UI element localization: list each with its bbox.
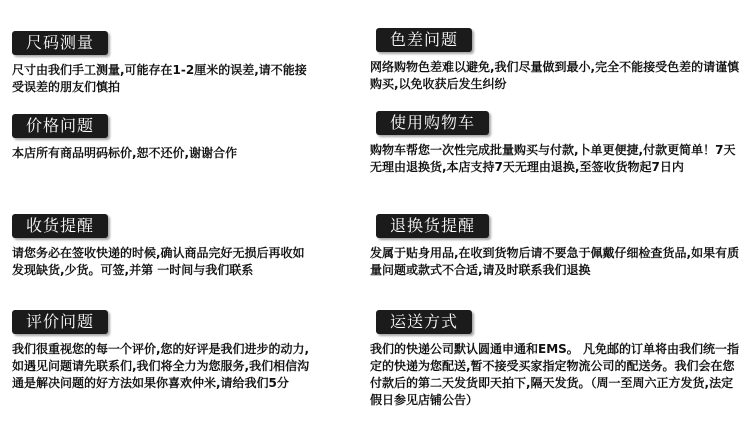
size-section xyxy=(12,31,312,96)
receive-title: 收货提醒 xyxy=(12,214,108,238)
size-title: 尺码测量 xyxy=(12,31,108,55)
color-title: 色差问题 xyxy=(376,28,472,52)
review-section xyxy=(12,310,312,392)
receive-text: 请您务必在签收快递的时候,确认商品完好无损后再收如发现缺货,少货。可签,并第 一时间与我们联系 xyxy=(12,246,305,277)
return-text: 发属于贴身用品,在收到货物后请不要急于佩戴仔细检查货品,如果有质量问题或款式不合适,请及时联系我们退换 xyxy=(370,246,740,277)
shipping-text: 我们的快递公司默认圆通申通和EMS。 凡免邮的订单将由我们统一指定的快递为您配送,暂不接受买家指定物流公司的配送务。我们会在您付款后的第二天发货即天拍下,隔天发货。（周一至周六正方发货,法定假日参见店铺公告） xyxy=(370,342,739,407)
cart-text: 购物车帮您一次性完成批量购买与付款,卜单更便捷,付款更简单！7天无理由退换货,本店支持7天无理由退换,至签收货物起7日内 xyxy=(370,143,736,174)
review-text: 我们很重视您的每一个评价,您的好评是我们进步的动力,如遇见问题请先联系们,我们将全力为您服务,我们相信沟通是解决问题的好方法如果你喜欢仲米,请给我们5分 xyxy=(12,342,310,390)
shipping-title: 运送方式 xyxy=(376,310,472,334)
return-title: 退换货提醒 xyxy=(376,214,489,238)
color-section xyxy=(370,28,742,93)
shipping-section xyxy=(370,310,742,409)
cart-title: 使用购物车 xyxy=(376,111,489,135)
receive-section xyxy=(12,214,312,279)
color-text: 网络购物色差难以避免,我们尽量做到最小,完全不能接受色差的请谨慎购买,以免收获后发生纠纷 xyxy=(370,60,740,91)
return-section xyxy=(370,214,742,279)
price-text: 本店所有商品明码标价,恕不还价,谢谢合作 xyxy=(12,146,238,160)
price-section xyxy=(12,114,312,162)
price-title: 价格问题 xyxy=(12,114,108,138)
size-text: 尺寸由我们手工测量,可能存在1-2厘米的误差,请不能接受误差的朋友们慎拍 xyxy=(12,63,307,94)
review-title: 评价问题 xyxy=(12,310,108,334)
cart-section xyxy=(370,111,742,176)
